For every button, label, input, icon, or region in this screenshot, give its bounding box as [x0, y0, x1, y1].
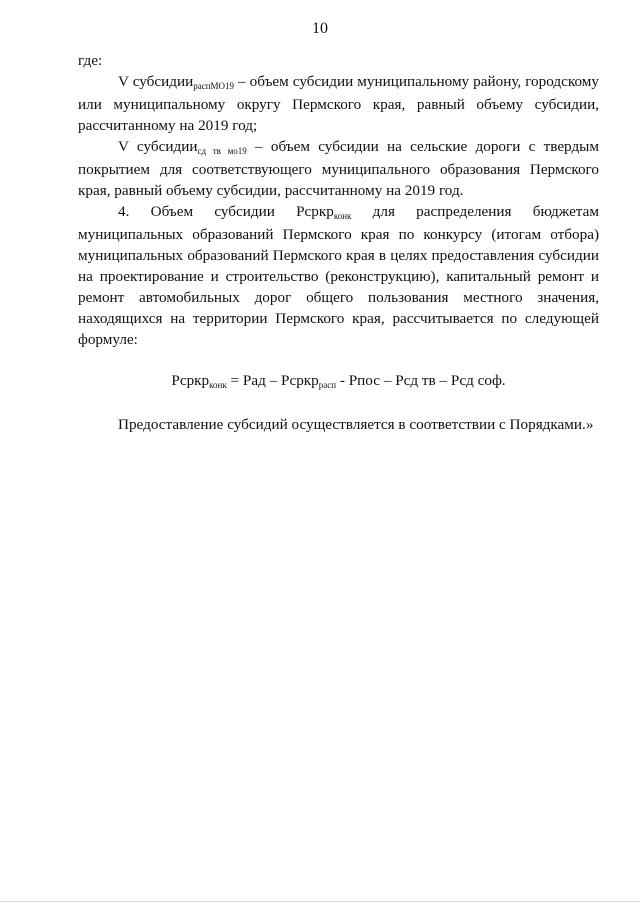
closing-sentence: Предоставление субсидий осуществляется в соответствии с Порядками.»	[118, 416, 594, 433]
formula-rhs: - Рпос – Рсд тв – Рсд соф.	[336, 372, 506, 389]
paragraph-competition-subsidy	[78, 201, 599, 350]
subsidy-municipal-prefix: V субсидии	[118, 73, 194, 90]
formula-lhs-subscript: конк	[209, 380, 227, 390]
subsidy-municipal-text: – объем субсидии муниципальному району, городскому или муниципальному округу Пермского края, равный объему субсидии, рассчитанному на 2019 год;	[78, 73, 599, 134]
competition-subscript: конк	[333, 211, 352, 221]
formula-lhs: Рсркр	[171, 372, 210, 389]
scan-edge-line	[0, 901, 640, 902]
paragraph-subsidy-municipal	[78, 71, 599, 136]
formula-mid: = Рад – Рсркр	[226, 372, 319, 389]
document-body	[78, 50, 599, 435]
intro-line: где:	[78, 52, 103, 69]
subsidy-rural-subscript: сд тв мо19	[197, 146, 247, 156]
subsidy-rural-text: – объем субсидии на сельские дороги с твердым покрытием для соответствующего муниципального образования Пермского края, равный объему субсидии, рассчитанному на 2019 год.	[78, 138, 599, 199]
formula-mid-subscript: расп	[318, 380, 337, 390]
paragraph-subsidy-rural-roads	[78, 136, 599, 201]
formula	[78, 370, 599, 393]
subsidy-municipal-subscript: распМО19	[193, 81, 235, 91]
competition-prefix: 4. Объем субсидии Рсркр	[118, 203, 334, 220]
page-number: 10	[312, 20, 328, 37]
competition-text: для распределения бюджетам муниципальных образований Пермского края по конкурсу (итогам отбора) муниципальных образований Пермского края в целях предоставления субсидии на проектирование и строительство (реконструкцию), капитальный ремонт и ремонт автомобильных дорог общего пользования местного значения, находящихся на территории Пермского края, рассчитывается по следующей формуле:	[78, 203, 599, 348]
subsidy-rural-prefix: V субсидии	[118, 138, 198, 155]
